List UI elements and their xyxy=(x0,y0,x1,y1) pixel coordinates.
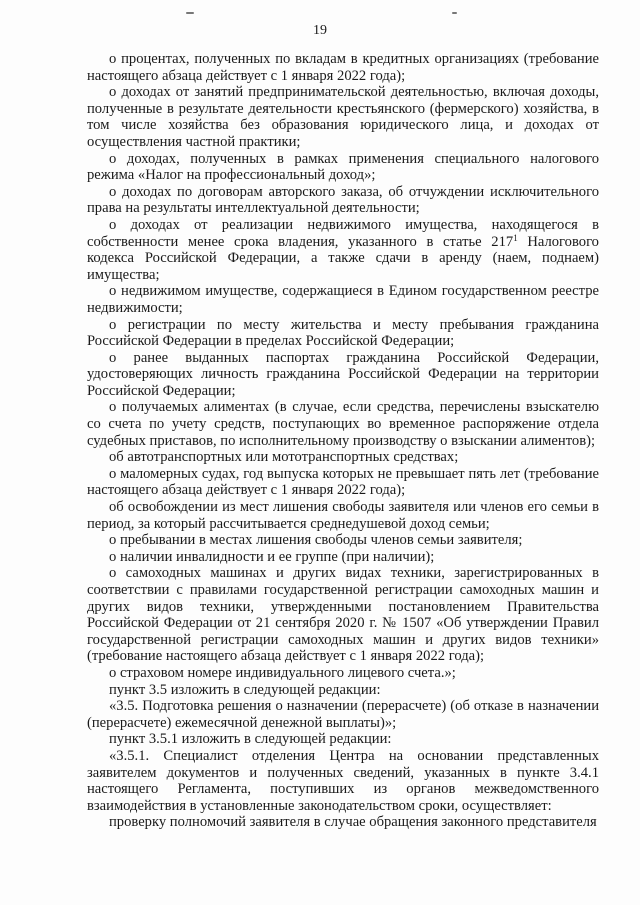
document-body xyxy=(87,51,599,831)
page-number: 19 xyxy=(313,23,327,38)
paragraph: пункт 3.5.1 изложить в следующей редакции: xyxy=(109,731,392,748)
paragraph: об освобождении из мест лишения свободы заявителя или членов его семьи в период, за который рассчитывается среднедушевой доход семьи; xyxy=(87,499,599,532)
paragraph: о страховом номере индивидуального лицевого счета.»; xyxy=(109,664,456,681)
paragraph: о самоходных машинах и других видах техники, зарегистрированных в соответствии с правилами государственной регистрации самоходных машин и других видов техники, утвержденными постановлением Правительства Российской Федерации от 21 сентября 2020 г. № 1507 «Об утверждении Правил государственной регистрации самоходных машин и других видов техники» (требование настоящего абзаца действует с 1 января 2022 года); xyxy=(87,565,599,665)
scan-speck xyxy=(186,12,194,14)
superscript: 1 xyxy=(513,232,518,243)
paragraph: «3.5.1. Специалист отделения Центра на основании представленных заявителем документов и полученных сведений, указанных в пункте 3.4.1 настоящего Регламента, поступивших из органов межведомственного взаимодействия в установленные законодательством сроки, осуществляет: xyxy=(87,747,599,814)
paragraph: о доходах по договорам авторского заказа, об отчуждении исключительного права на результаты интеллектуальной деятельности; xyxy=(87,183,599,217)
paragraph: о маломерных судах, год выпуска которых не превышает пять лет (требование настоящего абзаца действует с 1 января 2022 года); xyxy=(87,465,599,499)
paragraph: о недвижимом имуществе, содержащиеся в Едином государственном реестре недвижимости; xyxy=(87,283,599,316)
paragraph: о доходах от занятий предпринимательской деятельностью, включая доходы, полученные в результате деятельности крестьянского (фермерского) хозяйства, в том числе хозяйства без образования юридического лица, и доходах от осуществления частной практики; xyxy=(87,84,599,150)
paragraph xyxy=(87,217,599,283)
paragraph: о получаемых алиментах (в случае, если средства, перечислены взыскателю со счета по учету средств, поступающих во временное распоряжение отдела судебных приставов, по исполнительному производству о взыскании алиментов); xyxy=(87,399,599,449)
paragraph-text: о доходах от реализации недвижимого имущества, находящегося в собственности менее срока владения, указанного в статье 217 xyxy=(87,216,599,250)
paragraph: о регистрации по месту жительства и месту пребывания гражданина Российской Федерации в пределах Российской Федерации; xyxy=(87,316,599,350)
paragraph: о доходах, полученных в рамках применения специального налогового режима «Налог на профессиональный доход»; xyxy=(87,150,599,184)
paragraph: о пребывании в местах лишения свободы членов семьи заявителя; xyxy=(109,532,523,549)
paragraph-text: Налогового кодекса Российской Федерации, а также сдачи в аренду (наем, поднаем) имущества; xyxy=(87,233,599,283)
paragraph: о наличии инвалидности и ее группе (при наличии); xyxy=(109,548,435,565)
scan-speck xyxy=(452,12,457,14)
paragraph: «3.5. Подготовка решения о назначении (перерасчете) (об отказе в назначении (перерасчете) ежемесячной денежной выплаты)»; xyxy=(87,698,599,731)
paragraph: проверку полномочий заявителя в случае обращения законного представителя xyxy=(109,814,597,831)
paragraph: о ранее выданных паспортах гражданина Российской Федерации, удостоверяющих личность гражданина Российской Федерации на территории Российской Федерации; xyxy=(87,349,599,399)
paragraph: о процентах, полученных по вкладам в кредитных организациях (требование настоящего абзаца действует с 1 января 2022 года); xyxy=(87,51,599,84)
paragraph: пункт 3.5 изложить в следующей редакции: xyxy=(109,681,381,698)
paragraph: об автотранспортных или мототранспортных средствах; xyxy=(109,449,459,466)
